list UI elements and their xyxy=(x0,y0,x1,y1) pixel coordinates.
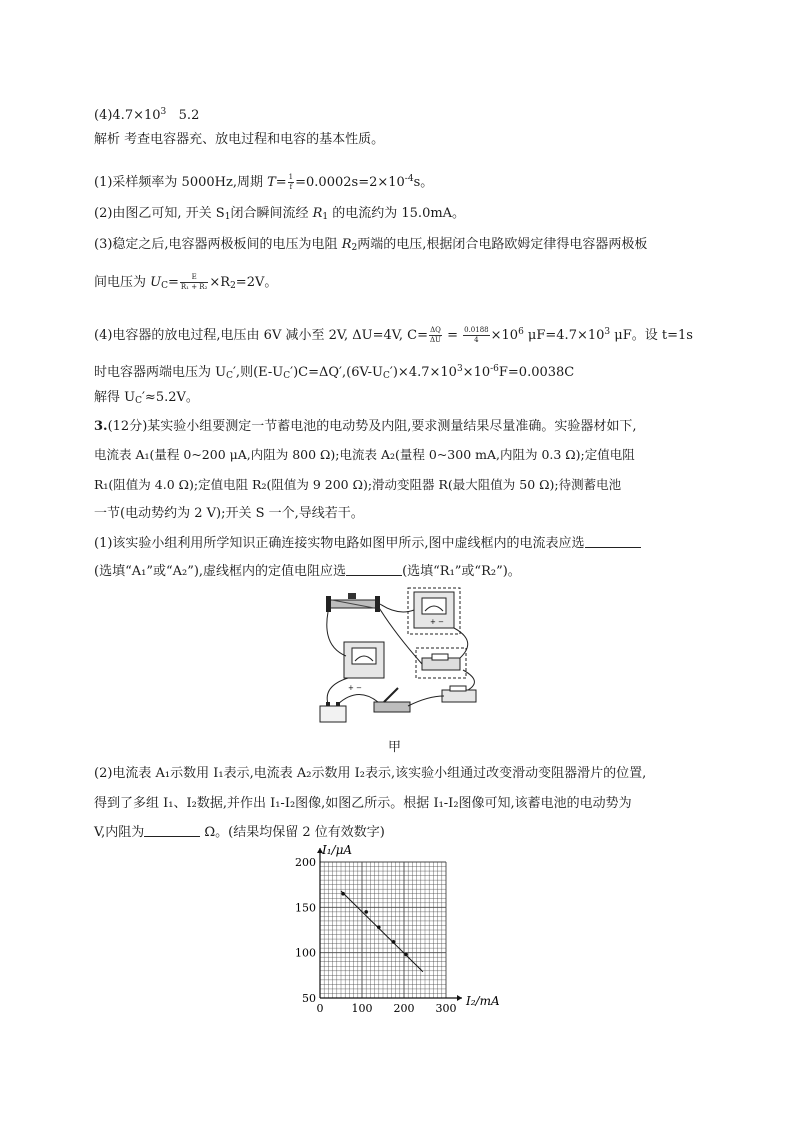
data-point xyxy=(377,925,381,929)
data-point xyxy=(341,892,345,896)
analysis-line: 解析 考查电容器充、放电过程和电容的基本性质。 xyxy=(94,132,385,147)
y-axis-label: I₁/μA xyxy=(322,843,353,857)
subquestion-2-line2: 得到了多组 I₁、I₂数据,并作出 I₁-I₂图像,如图乙所示。根据 I₁-I₂图像可知,该蓄电池的电动势为 xyxy=(94,796,632,811)
chart-grid xyxy=(320,862,446,998)
data-point xyxy=(392,940,396,944)
answer-blank-resistor[interactable] xyxy=(346,563,402,576)
fraction-1-over-f: $\frac{1}{f}$ xyxy=(288,173,294,191)
y-tick-label: 150 xyxy=(295,901,316,915)
y-tick-label: 200 xyxy=(295,856,316,869)
ammeter-a xyxy=(414,592,454,628)
solution-3-line1: (3)稳定之后,电容器两极板间的电压为电阻 $R_2$两端的电压,根据闭合电路欧姆定律得电容器两极板 xyxy=(94,237,648,253)
solution-4-line2: 时电容器两端电压为 $U_C'$,则$(E-U_C')C=\Delta Q',(6V-U_C')\times 4.7\times 10^3\times 10^{-6}F=0.0038C$ xyxy=(94,364,575,381)
y-tick-label: 100 xyxy=(295,946,316,960)
tick-labels xyxy=(295,856,457,1015)
x-axis-arrow xyxy=(457,995,462,1001)
fraction-dq-du: $\frac{\Delta Q}{\Delta U}$ xyxy=(429,326,441,344)
analysis-label: 解析 xyxy=(94,132,121,147)
solution-4-line3: 解得 $U_C'\approx 5.2V$。 xyxy=(94,390,199,406)
data-point xyxy=(404,953,408,957)
question-3-line4: 一节(电动势约为 2 V);开关 S 一个,导线若干。 xyxy=(94,506,364,521)
x-tick-label: 200 xyxy=(393,1002,415,1015)
question-3-line1: 3.(12分)某实验小组要测定一节蓄电池的电动势及内阻,要求测量结果尽量准确。实验器材如下, xyxy=(94,419,637,434)
battery xyxy=(320,702,346,722)
switch xyxy=(374,688,410,712)
subquestion-2-line3: V,内阻为 Ω。(结果均保留 2 位有效数字) xyxy=(94,825,385,840)
svg-text:+ −: + − xyxy=(430,618,444,626)
question-3-line3: R₁(阻值为 4.0 Ω);定值电阻 R₂(阻值为 9 200 Ω);滑动变阻器 R(最大阻值为 50 Ω);待测蓄电池 xyxy=(94,477,622,492)
fit-line-segment xyxy=(341,891,423,972)
fraction-e-over-r: $\frac{E}{\text{R₁ + R₂}}$ xyxy=(180,273,208,291)
answer-blank-resistance[interactable] xyxy=(144,824,200,837)
solution-2: (2)由图乙可知, 开关 $S_1$闭合瞬间流经 $R_1$ 的电流约为 15.0mA。 xyxy=(94,206,466,222)
y-tick-label: 50 xyxy=(302,992,316,1005)
x-axis-label: I₂/mA xyxy=(466,994,500,1008)
answer-blank-ammeter[interactable] xyxy=(585,535,641,548)
x-tick-label: 300 xyxy=(435,1002,457,1015)
solution-1: (1)采样频率为 5000Hz,周期 T= $\frac{1}{f}$ $=0.0002s=2\times 10^{-4}s$。 xyxy=(94,173,434,191)
question-number: 3. xyxy=(94,419,108,434)
question-3-line2: 电流表 A₁(量程 0~200 μA,内阻为 800 Ω);电流表 A₂(量程 0~300 mA,内阻为 0.3 Ω);定值电阻 xyxy=(94,447,635,462)
rheostat xyxy=(326,593,380,612)
fixed-resistor xyxy=(422,654,460,670)
solution-4-line1: (4)电容器的放电过程,电压由 6V 减小至 2V, ΔU=4V, C= $\frac{\Delta Q}{\Delta U}$ = $\frac{0.0188}{4}$ $\times 10^6$ $\mu F=4.7\times 10^3$ μF。设 t=1s xyxy=(94,326,693,344)
figure-caption-jia: 甲 xyxy=(388,740,402,755)
fraction-charge: $\frac{0.0188}{4}$ xyxy=(464,326,489,344)
i1-i2-chart xyxy=(280,840,540,1020)
x-tick-label: 100 xyxy=(351,1002,373,1015)
circuit-figure xyxy=(318,586,488,728)
svg-text:+ −: + − xyxy=(348,684,362,692)
data-point xyxy=(364,910,368,914)
fit-line xyxy=(341,891,423,972)
subquestion-2-line1: (2)电流表 A₁示数用 I₁表示,电流表 A₂示数用 I₂表示,该实验小组通过改变滑动变阻器滑片的位置, xyxy=(94,766,647,781)
subquestion-1-line2: (选填“A₁”或“A₂”),虚线框内的定值电阻应选 (选填“R₁”或“R₂”)。 xyxy=(94,564,521,579)
answer-4: $(4)4.7\times 10^3$ 5.2 xyxy=(94,107,200,123)
subquestion-1-line1: (1)该实验小组利用所学知识正确连接实物电路如图甲所示,图中虚线框内的电流表应选 xyxy=(94,535,641,553)
ammeter-b xyxy=(344,642,384,692)
solution-3-line2: 间电压为 $U_C=$ $\frac{E}{\text{R₁ + R₂}}$ $\times R_2=2V$。 xyxy=(94,273,278,291)
x-tick-label: 0 xyxy=(316,1002,324,1015)
